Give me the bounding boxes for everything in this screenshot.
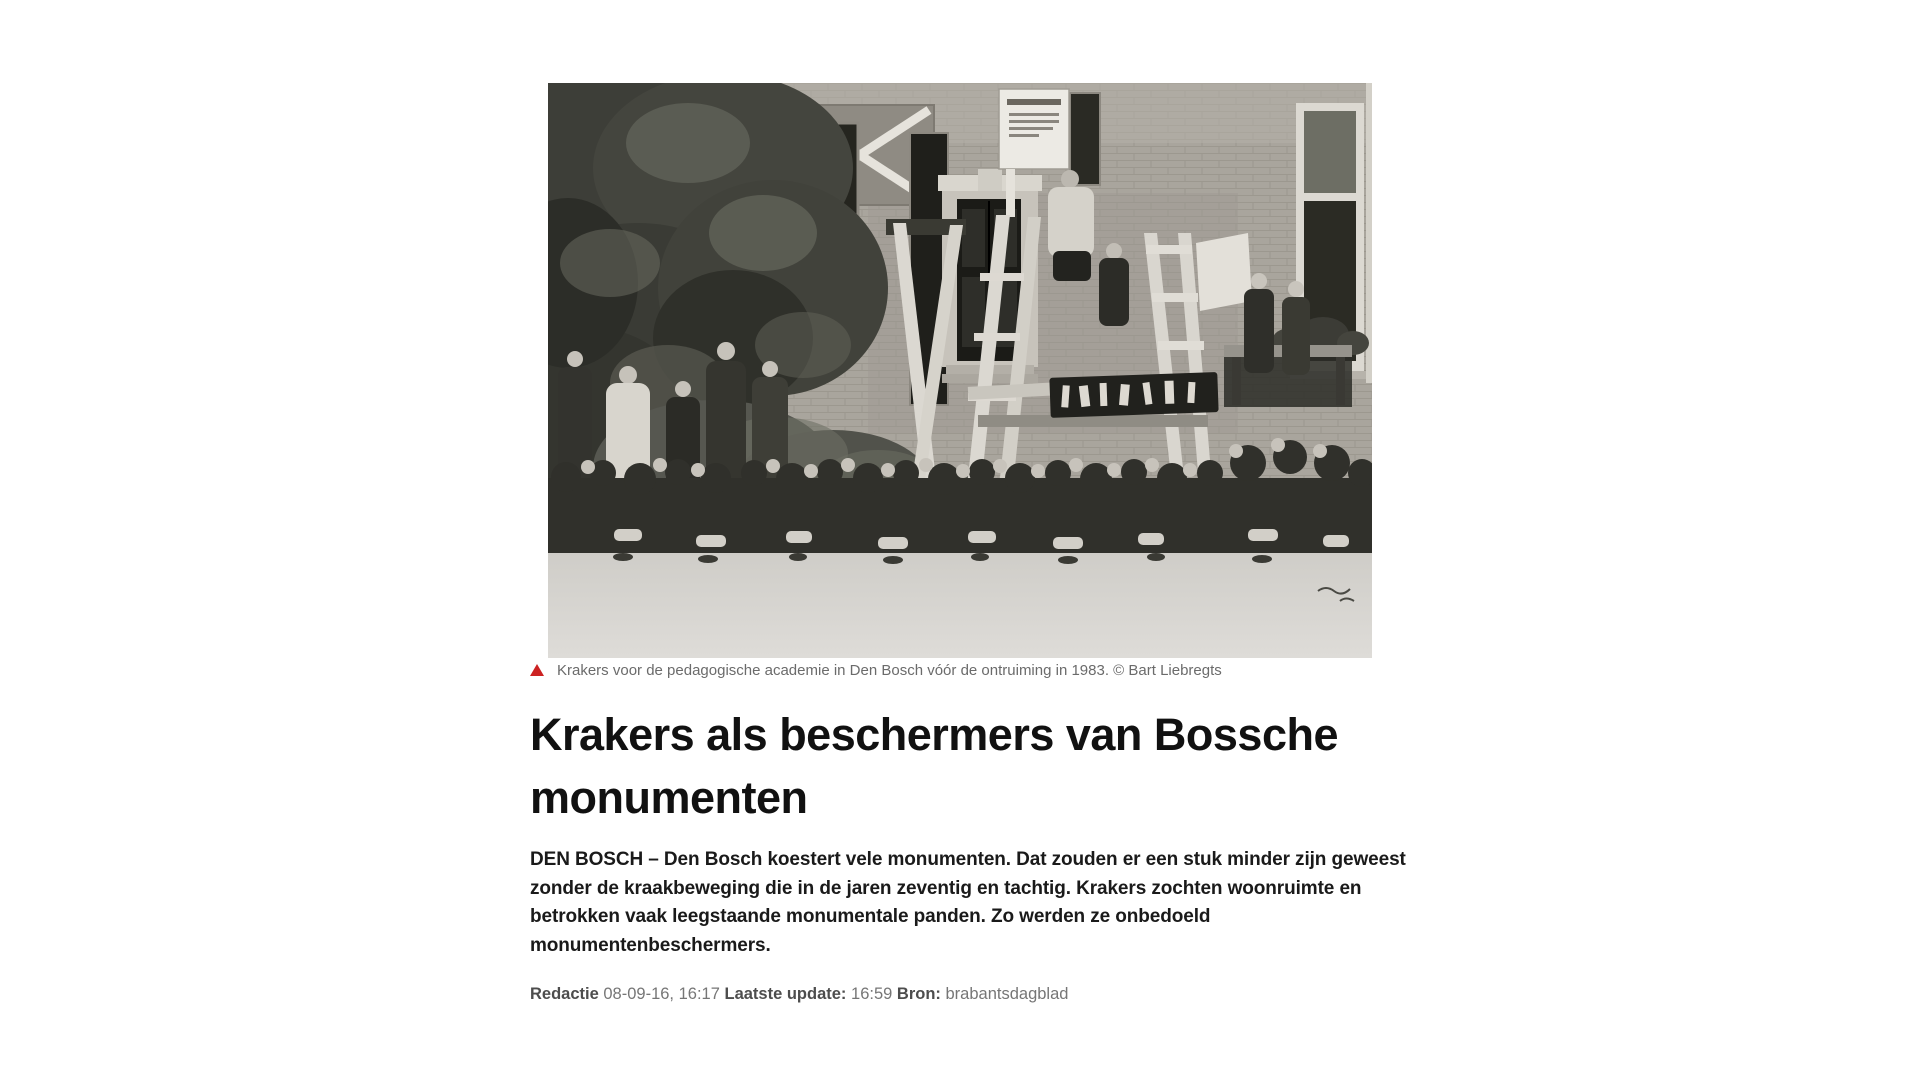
article-photo[interactable] [548, 83, 1372, 658]
meta-update-time: 16:59 [851, 985, 893, 1003]
caption-description: Krakers voor de pedagogische academie in Den Bosch vóór de ontruiming in 1983. [557, 662, 1109, 679]
meta-source-label: Bron: [896, 985, 941, 1003]
photo-illustration [548, 83, 1372, 658]
meta-source: brabantsdagblad [945, 985, 1069, 1003]
caption-credit: © Bart Liebregts [1109, 662, 1222, 679]
article-meta [530, 984, 1410, 1005]
meta-author-label: Redactie [530, 985, 599, 1003]
meta-update-label: Laatste update: [724, 985, 847, 1003]
meta-date: 08-09-16, 16:17 [603, 985, 720, 1003]
caption-marker-icon [530, 664, 544, 676]
caption-text [557, 661, 1222, 681]
article-intro: DEN BOSCH – Den Bosch koestert vele monumenten. Dat zouden er een stuk minder zijn geweest zonder de kraakbeweging die in de jaren zeventig en tachtig. Krakers zochten woonruimte en betrokken vaak leegstaande monumentale panden. Zo werden ze onbedoeld monumentenbeschermers. [530, 849, 1406, 956]
photo-caption [530, 661, 1410, 681]
article-title: Krakers als beschermers van Bossche monumenten [530, 709, 1338, 823]
pavement [548, 553, 1372, 658]
banner [1049, 372, 1218, 418]
